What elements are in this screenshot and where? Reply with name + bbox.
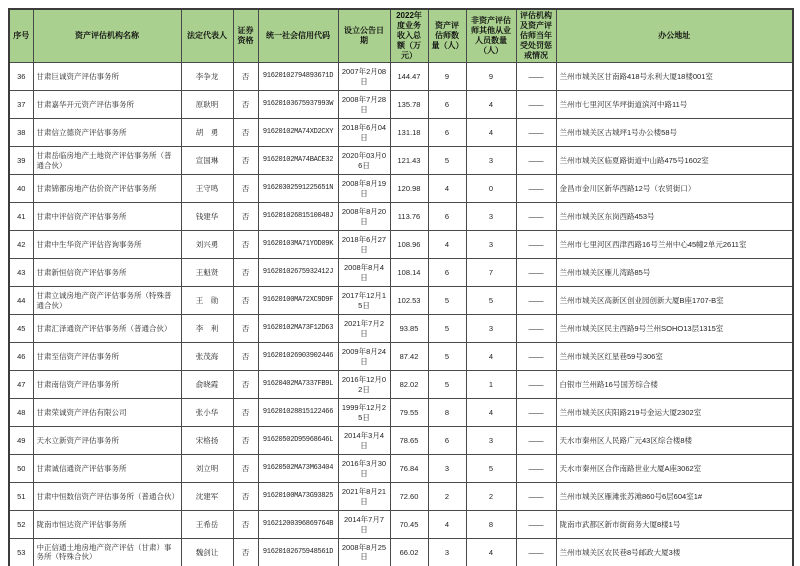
cell-appraiser-count: 9 (428, 63, 466, 91)
cell-credit-code: 91620103675937993W (258, 91, 338, 119)
cell-securities-qualification: 否 (233, 427, 258, 455)
cell-credit-code: 91620102681510048J (258, 203, 338, 231)
cell-credit-code: 91621200396869764B (258, 511, 338, 539)
cell-income-2022: 131.18 (390, 119, 428, 147)
cell-announce-date: 2021年7月2日 (338, 315, 390, 343)
cell-securities-qualification: 否 (233, 259, 258, 287)
cell-appraiser-count: 6 (428, 259, 466, 287)
cell-securities-qualification: 否 (233, 511, 258, 539)
cell-legal-rep: 张小华 (181, 399, 233, 427)
cell-office-address: 兰州市城关区临夏路街道中山路475号1602室 (556, 147, 793, 175)
cell-serial: 38 (9, 119, 33, 147)
cell-punishment-status: —— (516, 147, 556, 175)
cell-securities-qualification: 否 (233, 539, 258, 566)
cell-announce-date: 2007年2月08日 (338, 63, 390, 91)
cell-appraiser-count: 5 (428, 147, 466, 175)
cell-securities-qualification: 否 (233, 147, 258, 175)
cell-org-name: 甘肃新恒信资产评估事务所 (33, 259, 181, 287)
cell-legal-rep: 原耿明 (181, 91, 233, 119)
cell-other-staff-count: 1 (466, 371, 516, 399)
header-income-2022: 2022年度业务收入总额（万元） (390, 9, 428, 63)
cell-income-2022: 82.02 (390, 371, 428, 399)
cell-securities-qualification: 否 (233, 203, 258, 231)
cell-legal-rep: 钱建华 (181, 203, 233, 231)
cell-other-staff-count: 3 (466, 147, 516, 175)
cell-legal-rep: 胡 勇 (181, 119, 233, 147)
cell-office-address: 兰州市城关区红星巷59号306室 (556, 343, 793, 371)
cell-office-address: 金昌市金川区新华西路12号（农贸街口） (556, 175, 793, 203)
cell-income-2022: 72.60 (390, 483, 428, 511)
cell-income-2022: 78.65 (390, 427, 428, 455)
table-row (9, 231, 793, 259)
cell-announce-date: 2008年8月19日 (338, 175, 390, 203)
cell-org-name: 甘肃荣诚资产评估有限公司 (33, 399, 181, 427)
cell-legal-rep: 李争龙 (181, 63, 233, 91)
cell-punishment-status: —— (516, 287, 556, 315)
cell-announce-date: 2008年8月25日 (338, 539, 390, 566)
cell-punishment-status: —— (516, 371, 556, 399)
cell-punishment-status: —— (516, 399, 556, 427)
cell-income-2022: 79.55 (390, 399, 428, 427)
cell-punishment-status: —— (516, 427, 556, 455)
cell-other-staff-count: 3 (466, 427, 516, 455)
cell-org-name: 甘肃岳临房地产土地资产评估事务所（普通合伙） (33, 147, 181, 175)
cell-announce-date: 2008年8月4日 (338, 259, 390, 287)
cell-org-name: 甘肃南信资产评估事务所 (33, 371, 181, 399)
cell-other-staff-count: 4 (466, 119, 516, 147)
cell-income-2022: 93.85 (390, 315, 428, 343)
cell-office-address: 兰州市城关区雁儿湾路85号 (556, 259, 793, 287)
cell-credit-code: 91620102675932412J (258, 259, 338, 287)
table-row (9, 455, 793, 483)
cell-org-name: 甘肃立诚房地产资产评估事务所（特殊普通合伙） (33, 287, 181, 315)
table-header (9, 9, 793, 63)
cell-credit-code: 91620102MA74BACE32 (258, 147, 338, 175)
cell-serial: 43 (9, 259, 33, 287)
cell-serial: 41 (9, 203, 33, 231)
cell-org-name: 陇南市恒达资产评估事务所 (33, 511, 181, 539)
header-securities-qualification: 证券资格 (233, 9, 258, 63)
cell-credit-code: 91620502MA73M63404 (258, 455, 338, 483)
cell-other-staff-count: 4 (466, 539, 516, 566)
cell-punishment-status: —— (516, 455, 556, 483)
cell-securities-qualification: 否 (233, 63, 258, 91)
cell-office-address: 白银市兰州路16号国芳综合楼 (556, 371, 793, 399)
cell-announce-date: 2009年8月24日 (338, 343, 390, 371)
cell-income-2022: 135.78 (390, 91, 428, 119)
cell-appraiser-count: 3 (428, 455, 466, 483)
cell-org-name: 甘肃中恒数信资产评估事务所（普通合伙） (33, 483, 181, 511)
table-row (9, 483, 793, 511)
cell-legal-rep: 宋格扬 (181, 427, 233, 455)
cell-other-staff-count: 9 (466, 63, 516, 91)
table-row (9, 427, 793, 455)
cell-serial: 51 (9, 483, 33, 511)
table-row (9, 315, 793, 343)
cell-org-name: 甘肃锦都房地产估价资产评估事务所 (33, 175, 181, 203)
cell-legal-rep: 王魁贤 (181, 259, 233, 287)
cell-appraiser-count: 6 (428, 203, 466, 231)
cell-securities-qualification: 否 (233, 175, 258, 203)
cell-income-2022: 121.43 (390, 147, 428, 175)
cell-punishment-status: —— (516, 315, 556, 343)
cell-other-staff-count: 5 (466, 455, 516, 483)
table-row (9, 371, 793, 399)
cell-income-2022: 102.53 (390, 287, 428, 315)
cell-announce-date: 2016年3月30日 (338, 455, 390, 483)
cell-office-address: 兰州市城关区古城坪1号办公楼58号 (556, 119, 793, 147)
cell-credit-code: 91620102MA73F12D63 (258, 315, 338, 343)
header-office-address: 办公地址 (556, 9, 793, 63)
cell-credit-code: 916201026903902446 (258, 343, 338, 371)
cell-announce-date: 2008年7月28日 (338, 91, 390, 119)
cell-announce-date: 2018年6月27日 (338, 231, 390, 259)
cell-org-name: 天水立新资产评估事务所 (33, 427, 181, 455)
cell-credit-code: 91620402MA7337FB9L (258, 371, 338, 399)
cell-serial: 40 (9, 175, 33, 203)
cell-serial: 39 (9, 147, 33, 175)
header-credit-code: 统一社会信用代码 (258, 9, 338, 63)
cell-serial: 42 (9, 231, 33, 259)
table-row (9, 63, 793, 91)
cell-org-name: 甘肃中评信资产评估事务所 (33, 203, 181, 231)
cell-punishment-status: —— (516, 539, 556, 566)
cell-serial: 37 (9, 91, 33, 119)
cell-appraiser-count: 8 (428, 399, 466, 427)
header-other-staff-count: 非资产评估师其他从业人员数量（人） (466, 9, 516, 63)
cell-announce-date: 2016年12月02日 (338, 371, 390, 399)
cell-income-2022: 108.14 (390, 259, 428, 287)
cell-credit-code: 91620100MA73G93825 (258, 483, 338, 511)
cell-serial: 49 (9, 427, 33, 455)
cell-serial: 46 (9, 343, 33, 371)
cell-securities-qualification: 否 (233, 399, 258, 427)
cell-credit-code: 91620502D95968646L (258, 427, 338, 455)
cell-announce-date: 2021年8月21日 (338, 483, 390, 511)
cell-office-address: 兰州市七里河区华坪街道滨河中路11号 (556, 91, 793, 119)
cell-org-name: 甘肃至信资产评估事务所 (33, 343, 181, 371)
cell-office-address: 天水市秦州区人民路广元43区综合楼8楼 (556, 427, 793, 455)
cell-announce-date: 2017年12月15日 (338, 287, 390, 315)
cell-serial: 36 (9, 63, 33, 91)
cell-org-name: 中正信通土地房地产资产评估（甘肃）事务所（特殊合伙） (33, 539, 181, 566)
cell-other-staff-count: 4 (466, 343, 516, 371)
cell-other-staff-count: 3 (466, 203, 516, 231)
cell-org-name: 甘肃汇泽通资产评估事务所（普通合伙） (33, 315, 181, 343)
cell-other-staff-count: 3 (466, 231, 516, 259)
cell-office-address: 天水市秦州区合作南路世业大厦A座3062室 (556, 455, 793, 483)
cell-office-address: 兰州市七里河区西津西路16号兰州中心45幢2单元2611室 (556, 231, 793, 259)
table-body (9, 63, 793, 566)
cell-securities-qualification: 否 (233, 231, 258, 259)
cell-office-address: 兰州市城关区庆阳路219号金运大厦2302室 (556, 399, 793, 427)
cell-appraiser-count: 3 (428, 539, 466, 566)
cell-legal-rep: 刘兴勇 (181, 231, 233, 259)
cell-appraiser-count: 6 (428, 427, 466, 455)
cell-credit-code: 91620302591225651N (258, 175, 338, 203)
cell-credit-code: 91620103MA71YOD09K (258, 231, 338, 259)
cell-appraiser-count: 4 (428, 175, 466, 203)
appraisal-institutions-table (8, 8, 794, 566)
cell-punishment-status: —— (516, 231, 556, 259)
cell-credit-code: 91620100MA72XC9D9F (258, 287, 338, 315)
cell-punishment-status: —— (516, 259, 556, 287)
cell-securities-qualification: 否 (233, 483, 258, 511)
cell-appraiser-count: 4 (428, 511, 466, 539)
cell-office-address: 兰州市城关区雁滩张苏滩860号6层604室1# (556, 483, 793, 511)
cell-announce-date: 2020年03月06日 (338, 147, 390, 175)
cell-office-address: 陇南市武都区新市街商务大厦8楼1号 (556, 511, 793, 539)
table-row (9, 259, 793, 287)
cell-serial: 48 (9, 399, 33, 427)
cell-income-2022: 108.96 (390, 231, 428, 259)
cell-income-2022: 66.02 (390, 539, 428, 566)
cell-appraiser-count: 5 (428, 371, 466, 399)
cell-income-2022: 87.42 (390, 343, 428, 371)
table-row (9, 119, 793, 147)
header-serial: 序号 (9, 9, 33, 63)
header-announce-date: 设立公告日期 (338, 9, 390, 63)
cell-appraiser-count: 5 (428, 343, 466, 371)
cell-other-staff-count: 5 (466, 287, 516, 315)
cell-legal-rep: 沈建军 (181, 483, 233, 511)
cell-serial: 44 (9, 287, 33, 315)
cell-legal-rep: 王守鸣 (181, 175, 233, 203)
cell-punishment-status: —— (516, 175, 556, 203)
cell-securities-qualification: 否 (233, 91, 258, 119)
cell-serial: 45 (9, 315, 33, 343)
cell-income-2022: 144.47 (390, 63, 428, 91)
cell-credit-code: 91620102675948561D (258, 539, 338, 566)
table-row (9, 147, 793, 175)
cell-other-staff-count: 8 (466, 511, 516, 539)
cell-appraiser-count: 4 (428, 231, 466, 259)
cell-other-staff-count: 0 (466, 175, 516, 203)
cell-org-name: 甘肃嘉华开元资产评估事务所 (33, 91, 181, 119)
cell-org-name: 甘肃巨诚资产评估事务所 (33, 63, 181, 91)
cell-legal-rep: 俞晓霞 (181, 371, 233, 399)
table-row (9, 287, 793, 315)
cell-office-address: 兰州市城关区农民巷8号邮政大厦3楼 (556, 539, 793, 566)
table-row (9, 175, 793, 203)
cell-securities-qualification: 否 (233, 371, 258, 399)
cell-office-address: 兰州市城关区高新区创业园创新大厦B座1707-B室 (556, 287, 793, 315)
table-row (9, 399, 793, 427)
cell-appraiser-count: 5 (428, 315, 466, 343)
cell-appraiser-count: 5 (428, 287, 466, 315)
cell-announce-date: 2014年3月4日 (338, 427, 390, 455)
cell-credit-code: 916201028815122466 (258, 399, 338, 427)
table-row (9, 203, 793, 231)
cell-securities-qualification: 否 (233, 119, 258, 147)
cell-serial: 47 (9, 371, 33, 399)
cell-securities-qualification: 否 (233, 315, 258, 343)
cell-announce-date: 2014年7月7日 (338, 511, 390, 539)
cell-appraiser-count: 6 (428, 91, 466, 119)
cell-serial: 50 (9, 455, 33, 483)
cell-legal-rep: 张茂海 (181, 343, 233, 371)
cell-legal-rep: 李 利 (181, 315, 233, 343)
cell-serial: 52 (9, 511, 33, 539)
cell-office-address: 兰州市城关区甘南路418号永利大厦18楼001室 (556, 63, 793, 91)
cell-punishment-status: —— (516, 343, 556, 371)
cell-securities-qualification: 否 (233, 287, 258, 315)
header-org-name: 资产评估机构名称 (33, 9, 181, 63)
cell-punishment-status: —— (516, 511, 556, 539)
cell-punishment-status: —— (516, 483, 556, 511)
cell-legal-rep: 刘立明 (181, 455, 233, 483)
cell-legal-rep: 魏剑让 (181, 539, 233, 566)
cell-securities-qualification: 否 (233, 455, 258, 483)
cell-announce-date: 2008年8月20日 (338, 203, 390, 231)
header-appraiser-count: 资产评估师数量（人） (428, 9, 466, 63)
cell-legal-rep: 王 勋 (181, 287, 233, 315)
cell-other-staff-count: 3 (466, 315, 516, 343)
cell-office-address: 兰州市城关区东岗西路453号 (556, 203, 793, 231)
cell-punishment-status: —— (516, 119, 556, 147)
cell-serial: 53 (9, 539, 33, 566)
cell-office-address: 兰州市城关区民主西路9号兰州SOHO13层1315室 (556, 315, 793, 343)
header-legal-rep: 法定代表人 (181, 9, 233, 63)
cell-punishment-status: —— (516, 91, 556, 119)
cell-income-2022: 70.45 (390, 511, 428, 539)
cell-other-staff-count: 2 (466, 483, 516, 511)
cell-org-name: 甘肃中生华资产评估咨询事务所 (33, 231, 181, 259)
cell-credit-code: 91620102794893671D (258, 63, 338, 91)
cell-punishment-status: —— (516, 63, 556, 91)
table-row (9, 343, 793, 371)
table-row (9, 91, 793, 119)
table-row (9, 511, 793, 539)
cell-punishment-status: —— (516, 203, 556, 231)
header-row (9, 9, 793, 63)
cell-income-2022: 120.98 (390, 175, 428, 203)
cell-income-2022: 76.84 (390, 455, 428, 483)
cell-appraiser-count: 6 (428, 119, 466, 147)
cell-securities-qualification: 否 (233, 343, 258, 371)
cell-org-name: 甘肃诚信通资产评估事务所 (33, 455, 181, 483)
cell-announce-date: 2018年6月04日 (338, 119, 390, 147)
cell-appraiser-count: 2 (428, 483, 466, 511)
cell-legal-rep: 宣国琳 (181, 147, 233, 175)
cell-other-staff-count: 7 (466, 259, 516, 287)
cell-credit-code: 91620102MA74XD2CXY (258, 119, 338, 147)
table-row (9, 539, 793, 566)
header-punishment-status: 评估机构及资产评估师当年受处罚惩戒情况 (516, 9, 556, 63)
cell-org-name: 甘肃信立德资产评估事务所 (33, 119, 181, 147)
cell-income-2022: 113.76 (390, 203, 428, 231)
cell-legal-rep: 王希岳 (181, 511, 233, 539)
cell-other-staff-count: 4 (466, 91, 516, 119)
cell-other-staff-count: 4 (466, 399, 516, 427)
cell-announce-date: 1999年12月25日 (338, 399, 390, 427)
